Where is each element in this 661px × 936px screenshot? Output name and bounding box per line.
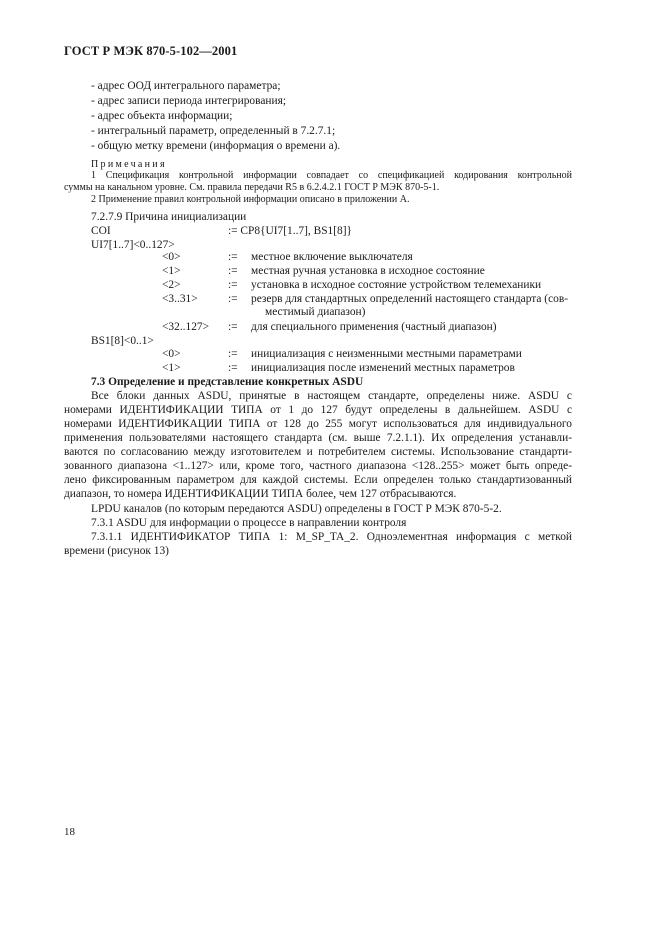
coi-definition: := CP8{UI7[1..7], BS1[8]} — [228, 225, 352, 237]
note-2: 2 Применение правил контрольной информации описано в приложении А. — [91, 194, 410, 205]
paragraph-line: лено фиксированным параметром для каждой системы. Если определен только стандартизованный — [64, 474, 572, 486]
paragraph-line: ваются по согласованию между изготовителем и потребителем системы. Использование стандарти- — [64, 446, 572, 458]
paragraph-line: зованного диапазона <1..127> или, кроме того, частного диапазона <128..255> может быть опреде- — [64, 460, 572, 472]
list-item: - адрес объекта информации; — [91, 110, 233, 122]
paragraph-line: Все блоки данных ASDU, принятые в настоящем стандарте, определены ниже. ASDU с — [91, 390, 572, 402]
ui7-label: UI7[1..7]<0..127> — [91, 239, 175, 251]
assign-symbol: := — [228, 293, 238, 305]
ui7-code: <3..31> — [162, 293, 198, 305]
list-item: - интегральный параметр, определенный в 7.2.7.1; — [91, 125, 336, 137]
bs1-text: инициализация после изменений местных параметров — [251, 362, 515, 374]
ui7-text-continued: местимый диапазон) — [265, 306, 366, 318]
list-item: - адрес записи периода интегрирования; — [91, 95, 286, 107]
section-73-heading: 7.3 Определение и представление конкретных ASDU — [91, 376, 364, 388]
assign-symbol: := — [228, 251, 238, 263]
ui7-code: <32..127> — [162, 321, 210, 333]
notes-heading: Примечания — [91, 159, 167, 170]
ui7-code: <2> — [162, 279, 181, 291]
list-item: - адрес ООД интегрального параметра; — [91, 80, 281, 92]
paragraph-line: номерами ИДЕНТИФИКАЦИИ ТИПА от 1 до 127 будут определены в дальнейшем. ASDU с — [64, 404, 572, 416]
bs1-code: <1> — [162, 362, 181, 374]
ui7-code: <1> — [162, 265, 181, 277]
paragraph-lpdu: LPDU каналов (по которым передаются ASDU) определены в ГОСТ Р МЭК 870-5-2. — [91, 503, 502, 515]
document-header: ГОСТ Р МЭК 870-5-102—2001 — [64, 44, 238, 58]
ui7-text: резерв для стандартных определений настоящего стандарта (сов- — [251, 293, 569, 305]
paragraph-line: диапазон, то номера ИДЕНТИФИКАЦИИ ТИПА более, чем 127 отбрасываются. — [64, 488, 457, 500]
bs1-text: инициализация с неизменными местными параметрами — [251, 348, 522, 360]
assign-symbol: := — [228, 362, 238, 374]
section-7311-heading: 7.3.1.1 ИДЕНТИФИКАТОР ТИПА 1: M_SP_TA_2. Одноэлементная информация с меткой — [91, 531, 572, 543]
section-7311-continued: времени (рисунок 13) — [64, 545, 169, 557]
assign-symbol: := — [228, 279, 238, 291]
list-item: - общую метку времени (информация о времени а). — [91, 140, 341, 152]
paragraph-line: применения пользователями настоящего стандарта (см. выше 7.2.1.1). Их определения устанавли- — [64, 432, 572, 444]
assign-symbol: := — [228, 265, 238, 277]
ui7-text: местная ручная установка в исходное состояние — [251, 265, 485, 277]
section-731-heading: 7.3.1 ASDU для информации о процессе в направлении контроля — [91, 517, 407, 529]
bs1-code: <0> — [162, 348, 181, 360]
assign-symbol: := — [228, 321, 238, 333]
coi-label: COI — [91, 225, 111, 237]
ui7-code: <0> — [162, 251, 181, 263]
note-1-line-2: суммы на канальном уровне. См. правила передачи R5 в 6.2.4.2.1 ГОСТ Р МЭК 870-5-1. — [64, 182, 440, 193]
section-7279-heading: 7.2.7.9 Причина инициализации — [91, 211, 247, 223]
ui7-text: установка в исходное состояние устройством телемеханики — [251, 279, 542, 291]
bs1-label: BS1[8]<0..1> — [91, 335, 154, 347]
ui7-text: для специального применения (частный диапазон) — [251, 321, 497, 333]
note-1-line-1: 1 Спецификация контрольной информации совпадает со спецификацией кодирования контрольной — [91, 170, 572, 181]
assign-symbol: := — [228, 348, 238, 360]
ui7-text: местное включение выключателя — [251, 251, 413, 263]
paragraph-line: номерами ИДЕНТИФИКАЦИИ ТИПА от 128 до 255 могут использоваться для индивидуального — [64, 418, 572, 430]
page-number: 18 — [64, 826, 75, 838]
